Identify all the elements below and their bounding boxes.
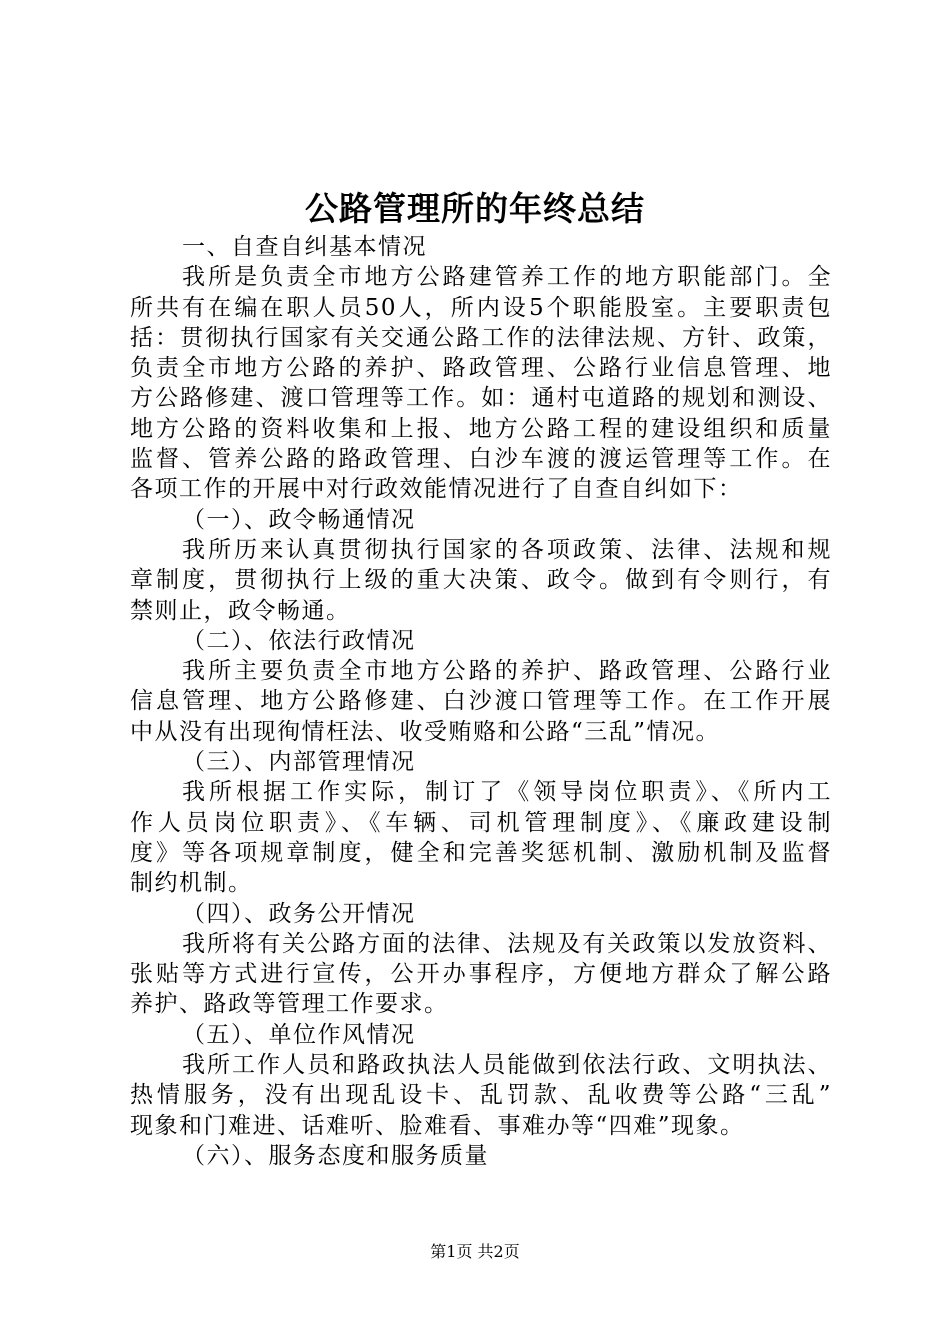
text-line: 负责全市地方公路的养护、路政管理、公路行业信息管理、地 [130, 355, 832, 382]
text-line: 热情服务，没有出现乱设卡、乱罚款、乱收费等公路“三乱” [130, 1082, 832, 1109]
text-line: 张贴等方式进行宣传，公开办事程序，方便地方群众了解公路 [130, 961, 832, 988]
text-line: （一）、政令畅通情况 [182, 506, 416, 533]
text-line: 禁则止，政令畅通。 [130, 597, 351, 624]
text-line: 监督、管养公路的路政管理、白沙车渡的渡运管理等工作。在 [130, 446, 832, 473]
page-footer: 第1页 共2页 [430, 1242, 520, 1261]
document-body [130, 232, 832, 1171]
text-line: 章制度，贯彻执行上级的重大决策、政令。做到有令则行，有 [130, 567, 832, 594]
text-line: 作人员岗位职责》、《车辆、司机管理制度》、《廉政建设制 [130, 809, 832, 836]
text-line: （三）、内部管理情况 [182, 749, 416, 776]
text-line: 各项工作的开展中对行政效能情况进行了自查自纠如下： [130, 476, 743, 503]
text-line: 现象和门难进、话难听、脸难看、事难办等“四难”现象。 [130, 1112, 745, 1139]
text-line: 我所工作人员和路政执法人员能做到依法行政、文明执法、 [182, 1052, 832, 1079]
text-line: （五）、单位作风情况 [182, 1021, 416, 1048]
text-line: 信息管理、地方公路修建、白沙渡口管理等工作。在工作开展 [130, 688, 832, 715]
text-line: 地方公路的资料收集和上报、地方公路工程的建设组织和质量 [130, 415, 832, 442]
text-line: （四）、政务公开情况 [182, 900, 416, 927]
text-line: 我所历来认真贯彻执行国家的各项政策、法律、法规和规 [182, 536, 832, 563]
text-line: 一、自查自纠基本情况 [182, 234, 427, 260]
text-line: 我所是负责全市地方公路建管养工作的地方职能部门。全 [182, 264, 832, 291]
text-line: 我所主要负责全市地方公路的养护、路政管理、公路行业 [182, 658, 832, 685]
text-line: （二）、依法行政情况 [182, 627, 416, 654]
document-title: 公路管理所的年终总结 [305, 189, 645, 228]
text-line: 养护、路政等管理工作要求。 [130, 991, 449, 1018]
text-line: 括：贯彻执行国家有关交通公路工作的法律法规、方针、政策， [130, 324, 832, 351]
text-line: 中从没有出现徇情枉法、收受贿赂和公路“三乱”情况。 [130, 718, 721, 745]
text-line: 度》等各项规章制度，健全和完善奖惩机制、激励机制及监督 [130, 839, 832, 866]
text-line: （六）、服务态度和服务质量 [182, 1142, 489, 1169]
text-line: 我所根据工作实际，制订了《领导岗位职责》、《所内工 [182, 779, 832, 806]
text-line: 制约机制。 [130, 870, 253, 897]
text-line: 所共有在编在职人员50人，所内设5个职能股室。主要职责包 [130, 294, 832, 321]
text-line: 方公路修建、渡口管理等工作。如：通村屯道路的规划和测设、 [130, 385, 832, 412]
text-line: 我所将有关公路方面的法律、法规及有关政策以发放资料、 [182, 930, 832, 957]
